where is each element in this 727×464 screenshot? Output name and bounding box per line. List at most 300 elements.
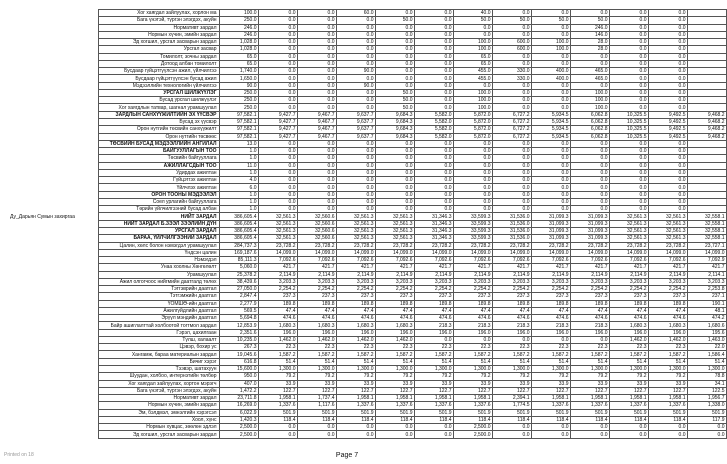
table-row (9, 17, 726, 24)
table-row (9, 249, 726, 256)
row-entity-name (9, 286, 98, 293)
row-month-cell: 1,300.0 (375, 366, 414, 373)
row-month-cell: 0.0 (336, 148, 375, 155)
row-month-cell: 14,099.0 (609, 249, 648, 256)
row-month-cell: 474.6 (492, 315, 531, 322)
row-month-cell: 0.0 (336, 60, 375, 67)
row-month-cell: 0.0 (492, 53, 531, 60)
row-month-cell: 23,728.2 (297, 242, 336, 249)
row-month-cell: 0.0 (297, 82, 336, 89)
row-month-cell: 501.9 (531, 409, 570, 416)
row-month-cell: 0.0 (336, 162, 375, 169)
row-month-cell: 1,300.0 (414, 366, 453, 373)
row-month-cell: 7,092.6 (609, 257, 648, 264)
row-month-cell: 9,637.7 (336, 118, 375, 125)
row-month-cell: 7,092.6 (297, 257, 336, 264)
row-month-cell: 237.3 (648, 293, 687, 300)
row-month-cell: 51.4 (492, 358, 531, 365)
table-row (9, 395, 726, 402)
row-month-cell: 31,536.0 (492, 213, 531, 220)
corner-mark: Printed on 18 (4, 452, 34, 458)
row-label: Бага үнэтэй, түргэн элэгдэх, акуйн (98, 387, 219, 394)
row-month-cell: 31,346.3 (414, 213, 453, 220)
row-month-cell: 2,254.2 (531, 286, 570, 293)
row-month-cell: 421.7 (492, 264, 531, 271)
row-month-cell: 0.0 (297, 191, 336, 198)
row-month-cell: 14,099.0 (336, 249, 375, 256)
row-total-cell: 1.0 (219, 169, 258, 176)
row-month-cell: 1,587.2 (531, 351, 570, 358)
row-month-cell: 0.0 (414, 104, 453, 111)
row-month-cell: 32,561.3 (336, 235, 375, 242)
row-month-cell: 455.0 (453, 68, 492, 75)
row-total-cell: 386,605.4 (219, 227, 258, 234)
row-month-cell: 218.3 (492, 322, 531, 329)
row-month-cell: 32,561.3 (375, 235, 414, 242)
row-month-cell: 0.0 (297, 104, 336, 111)
row-month-cell: 0.0 (258, 10, 297, 17)
row-month-cell: 79.2 (453, 373, 492, 380)
row-month-cell: 22.3 (648, 344, 687, 351)
table-row (9, 198, 726, 205)
row-month-cell: 22.3 (570, 344, 609, 351)
row-month-cell: 0.0 (570, 53, 609, 60)
row-entity-name (9, 104, 98, 111)
row-label: Ажил олгогчоос нийгмийн даатгалд төлөх (98, 278, 219, 285)
row-month-cell: 0.0 (297, 148, 336, 155)
row-month-cell: 474.6 (648, 315, 687, 322)
row-month-cell: 1,337.6 (609, 402, 648, 409)
row-month-cell (687, 97, 726, 104)
row-month-cell: 9,468.2 (687, 126, 726, 133)
row-month-cell: 5,934.5 (531, 126, 570, 133)
row-total-cell: 950.0 (219, 373, 258, 380)
row-month-cell (687, 198, 726, 205)
row-month-cell: 0.0 (258, 184, 297, 191)
row-month-cell: 14,099.0 (687, 249, 726, 256)
row-month-cell: 0.0 (336, 53, 375, 60)
row-month-cell: 0.0 (336, 169, 375, 176)
row-month-cell: 7,092.6 (453, 257, 492, 264)
row-total-cell: 1,028.0 (219, 46, 258, 53)
row-month-cell: 1,680.3 (297, 322, 336, 329)
row-entity-name (9, 39, 98, 46)
table-row (9, 358, 726, 365)
row-month-cell: 5,872.0 (453, 118, 492, 125)
row-month-cell: 0.0 (258, 162, 297, 169)
row-month-cell: 0.0 (492, 31, 531, 38)
row-month-cell: 0.0 (648, 191, 687, 198)
row-month-cell: 1,587.2 (336, 351, 375, 358)
row-month-cell: 23,728.2 (570, 242, 609, 249)
row-month-cell: 118.4 (336, 416, 375, 423)
row-month-cell: 0.0 (648, 198, 687, 205)
row-month-cell: 0.0 (375, 53, 414, 60)
row-month-cell: 23,728.2 (609, 242, 648, 249)
row-month-cell: 0.0 (609, 17, 648, 24)
row-month-cell: 79.2 (336, 373, 375, 380)
row-month-cell: 3,203.3 (414, 278, 453, 285)
row-month-cell: 14,099.0 (375, 249, 414, 256)
table-row (9, 133, 726, 140)
row-month-cell: 0.0 (609, 31, 648, 38)
row-label: Гэрэл, цахилгаан (98, 329, 219, 336)
row-month-cell: 0.0 (609, 140, 648, 147)
row-month-cell: 1,958.1 (375, 395, 414, 402)
row-month-cell: 7,092.6 (531, 257, 570, 264)
row-month-cell: 0.0 (453, 184, 492, 191)
row-month-cell: 79.2 (492, 373, 531, 380)
row-month-cell: 196.0 (414, 329, 453, 336)
row-month-cell: 0.0 (414, 24, 453, 31)
row-month-cell: 117.9 (687, 416, 726, 423)
row-month-cell: 3,203.3 (336, 278, 375, 285)
row-entity-name (9, 206, 98, 213)
table-row (9, 366, 726, 373)
row-month-cell: 196.0 (492, 329, 531, 336)
row-month-cell: 7,092.6 (375, 257, 414, 264)
row-month-cell: 1,300.0 (336, 366, 375, 373)
row-label: Эд хогшил, урсгал засварын зардал (98, 39, 219, 46)
row-month-cell: 0.0 (297, 140, 336, 147)
row-month-cell: 0.0 (375, 424, 414, 431)
row-month-cell: 122.7 (375, 387, 414, 394)
row-month-cell: 218.3 (453, 322, 492, 329)
row-month-cell: 9,468.2 (687, 118, 726, 125)
row-month-cell: 0.0 (336, 46, 375, 53)
table-row (9, 111, 726, 118)
row-month-cell: 31,099.3 (570, 227, 609, 234)
row-month-cell: 23,728.2 (336, 242, 375, 249)
row-month-cell (687, 140, 726, 147)
table-row (9, 431, 726, 438)
row-entity-name (9, 264, 98, 271)
row-label: Шуудан, холбоо, интернэтийн төлбөр (98, 373, 219, 380)
row-total-cell: 97,582.1 (219, 133, 258, 140)
row-entity-name (9, 126, 98, 133)
row-total-cell: 85,111.3 (219, 257, 258, 264)
row-month-cell: 0.0 (453, 155, 492, 162)
row-month-cell: 7,092.6 (336, 257, 375, 264)
row-month-cell: 0.0 (531, 424, 570, 431)
row-entity-name (9, 431, 98, 438)
table-row (9, 344, 726, 351)
row-label: Удирдах ажилтан (98, 169, 219, 176)
row-month-cell: 0.0 (453, 82, 492, 89)
row-month-cell: 9,427.7 (258, 111, 297, 118)
row-month-cell: 600.0 (492, 39, 531, 46)
row-total-cell: 246.0 (219, 24, 258, 31)
row-month-cell: 7,092.6 (570, 257, 609, 264)
row-month-cell: 421.7 (297, 264, 336, 271)
row-month-cell: 31,099.3 (531, 220, 570, 227)
row-month-cell: 0.0 (453, 140, 492, 147)
row-month-cell: 0.0 (531, 177, 570, 184)
row-month-cell: 118.4 (492, 416, 531, 423)
row-month-cell: 0.0 (414, 198, 453, 205)
row-month-cell: 2,254.2 (258, 286, 297, 293)
row-month-cell: 0.0 (492, 336, 531, 343)
row-total-cell: 1.0 (219, 148, 258, 155)
row-month-cell: 47.4 (531, 307, 570, 314)
row-month-cell: 0.0 (570, 162, 609, 169)
row-month-cell: 0.0 (609, 169, 648, 176)
row-month-cell: 33,599.3 (453, 220, 492, 227)
row-total-cell: 1.0 (219, 198, 258, 205)
row-month-cell: 51.4 (531, 358, 570, 365)
row-total-cell: 27,050.0 (219, 286, 258, 293)
row-entity-name (9, 322, 98, 329)
row-total-cell: 1,420.3 (219, 416, 258, 423)
row-month-cell: 9,467.7 (297, 111, 336, 118)
row-month-cell: 33.9 (258, 380, 297, 387)
row-month-cell: 196.0 (609, 329, 648, 336)
row-month-cell: 189.8 (492, 300, 531, 307)
row-month-cell (687, 24, 726, 31)
row-month-cell: 0.0 (414, 336, 453, 343)
row-month-cell: 22.3 (609, 344, 648, 351)
row-month-cell: 33,599.3 (453, 213, 492, 220)
row-month-cell: 0.0 (648, 10, 687, 17)
row-month-cell: 0.0 (375, 198, 414, 205)
row-month-cell: 51.4 (687, 358, 726, 365)
row-month-cell: 237.3 (570, 293, 609, 300)
row-month-cell: 0.0 (648, 60, 687, 67)
row-month-cell: 0.0 (453, 169, 492, 176)
row-entity-name (9, 227, 98, 234)
row-month-cell: 501.9 (570, 409, 609, 416)
row-month-cell: 0.0 (297, 206, 336, 213)
row-entity-name (9, 271, 98, 278)
row-month-cell: 28.0 (570, 46, 609, 53)
table-row (9, 300, 726, 307)
row-month-cell: 0.0 (648, 46, 687, 53)
row-total-cell: 1.0 (219, 206, 258, 213)
table-row (9, 126, 726, 133)
row-month-cell: 0.0 (609, 24, 648, 31)
row-month-cell: 33.9 (609, 380, 648, 387)
row-month-cell: 189.8 (258, 300, 297, 307)
row-month-cell: 0.0 (414, 75, 453, 82)
row-month-cell: 118.4 (258, 416, 297, 423)
row-label: Байр ашиглалттай холбоотой тогтмол зардал (98, 322, 219, 329)
row-label: Эрүүл мэндийн даатгал (98, 315, 219, 322)
row-month-cell: 474.6 (453, 315, 492, 322)
table-row (9, 409, 726, 416)
table-row (9, 380, 726, 387)
row-month-cell: 51.4 (453, 358, 492, 365)
row-month-cell: 118.4 (648, 416, 687, 423)
row-month-cell: 246.0 (570, 24, 609, 31)
row-month-cell (687, 148, 726, 155)
row-month-cell: 1,300.0 (687, 366, 726, 373)
row-month-cell: 474.6 (609, 315, 648, 322)
row-entity-name (9, 416, 98, 423)
row-month-cell: 0.0 (492, 155, 531, 162)
row-month-cell: 60.0 (336, 10, 375, 17)
table-row (9, 24, 726, 31)
row-month-cell: 196.0 (297, 329, 336, 336)
row-month-cell: 1,958.1 (609, 395, 648, 402)
row-month-cell: 0.0 (375, 184, 414, 191)
row-month-cell: 190.1 (687, 300, 726, 307)
table-row (9, 10, 726, 17)
row-month-cell: 32,560.6 (297, 235, 336, 242)
row-month-cell: 23,728.2 (453, 242, 492, 249)
row-month-cell: 1,338.0 (687, 402, 726, 409)
row-label: Бусдаар гүйцэтгүүлсэн бусад ажил (98, 75, 219, 82)
row-month-cell: 2,254.2 (609, 286, 648, 293)
row-entity-name (9, 395, 98, 402)
row-month-cell: 1,462.0 (258, 336, 297, 343)
row-month-cell: 237.3 (258, 293, 297, 300)
row-month-cell: 0.0 (297, 431, 336, 438)
row-total-cell: 250.0 (219, 104, 258, 111)
row-month-cell: 100.0 (453, 39, 492, 46)
row-month-cell: 23,728.2 (648, 242, 687, 249)
row-month-cell: 421.7 (375, 264, 414, 271)
row-month-cell: 0.0 (648, 31, 687, 38)
row-month-cell: 0.0 (414, 39, 453, 46)
row-label: Бусдаар гүйцэтгүүлсэн ажил, үйлчилгээ (98, 68, 219, 75)
row-month-cell: 1,587.2 (414, 351, 453, 358)
row-month-cell: 1,337.6 (531, 402, 570, 409)
row-month-cell: 3,203.3 (687, 278, 726, 285)
row-month-cell: 0.0 (297, 17, 336, 24)
row-month-cell: 0.0 (414, 191, 453, 198)
row-month-cell: 90.0 (336, 68, 375, 75)
row-month-cell: 5,582.0 (414, 126, 453, 133)
row-month-cell: 421.7 (453, 264, 492, 271)
row-entity-name (9, 198, 98, 205)
row-month-cell: 2,253.8 (687, 286, 726, 293)
row-month-cell: 32,561.3 (258, 235, 297, 242)
row-month-cell: 48.1 (687, 307, 726, 314)
row-entity-name (9, 24, 98, 31)
row-month-cell: 51.4 (570, 358, 609, 365)
row-month-cell: 7,092.6 (258, 257, 297, 264)
row-month-cell: 32,561.3 (258, 213, 297, 220)
row-month-cell: 0.0 (297, 46, 336, 53)
row-month-cell: 0.0 (492, 104, 531, 111)
row-month-cell: 421.7 (531, 264, 570, 271)
row-label: Орон нутгийн төсвөөс (98, 133, 219, 140)
row-month-cell: 0.0 (414, 206, 453, 213)
row-month-cell: 2,254.2 (570, 286, 609, 293)
row-month-cell: 9,684.3 (375, 133, 414, 140)
row-month-cell: 0.0 (297, 162, 336, 169)
row-label: Хог хаягдал зайлуулах, хорлон ма (98, 10, 219, 17)
row-month-cell: 0.0 (609, 424, 648, 431)
row-month-cell: 0.0 (258, 169, 297, 176)
row-month-cell: 1,587.2 (375, 351, 414, 358)
row-month-cell: 189.8 (609, 300, 648, 307)
row-total-cell: 12,853.9 (219, 322, 258, 329)
row-entity-name (9, 315, 98, 322)
row-month-cell: 51.4 (609, 358, 648, 365)
row-month-cell: 1,337.6 (375, 402, 414, 409)
row-total-cell: 4.0 (219, 177, 258, 184)
row-month-cell: 0.0 (336, 177, 375, 184)
row-total-cell: 2,351.6 (219, 329, 258, 336)
row-entity-name (9, 97, 98, 104)
row-entity-name (9, 380, 98, 387)
row-month-cell: 0.0 (570, 155, 609, 162)
row-month-cell: 0.0 (375, 68, 414, 75)
row-month-cell: 0.0 (297, 169, 336, 176)
row-month-cell: 47.4 (336, 307, 375, 314)
row-entity-name (9, 82, 98, 89)
row-month-cell: 23,727.1 (687, 242, 726, 249)
row-month-cell: 65.0 (453, 60, 492, 67)
row-month-cell: 0.0 (648, 68, 687, 75)
row-total-cell: 250.0 (219, 17, 258, 24)
row-total-cell: 16,269.0 (219, 402, 258, 409)
row-month-cell: 1,462.0 (648, 336, 687, 343)
row-month-cell: 237.3 (414, 293, 453, 300)
row-month-cell: 51.4 (414, 358, 453, 365)
row-month-cell: 7,092.6 (648, 257, 687, 264)
row-month-cell: 189.8 (336, 300, 375, 307)
row-month-cell: 51.4 (297, 358, 336, 365)
row-month-cell: 1,300.0 (453, 366, 492, 373)
row-month-cell: 1,958.1 (453, 395, 492, 402)
row-month-cell: 122.7 (648, 387, 687, 394)
row-month-cell: 2,114.9 (297, 271, 336, 278)
row-month-cell: 474.6 (375, 315, 414, 322)
row-month-cell: 237.3 (531, 293, 570, 300)
row-month-cell: 10,325.5 (609, 111, 648, 118)
row-month-cell: 0.0 (258, 206, 297, 213)
row-month-cell: 0.0 (687, 431, 726, 438)
row-month-cell: 0.0 (531, 155, 570, 162)
row-total-cell: 25,378.2 (219, 271, 258, 278)
row-month-cell: 31,099.3 (570, 235, 609, 242)
row-label: Нормын хүчин, эмийн зардал (98, 402, 219, 409)
row-month-cell: 0.0 (492, 184, 531, 191)
row-label: Тэтгэврийн даатгал (98, 286, 219, 293)
row-month-cell: 90.0 (336, 82, 375, 89)
row-month-cell: 33.9 (375, 380, 414, 387)
row-month-cell: 189.8 (414, 300, 453, 307)
row-month-cell: 6,727.2 (492, 111, 531, 118)
row-month-cell: 0.0 (258, 191, 297, 198)
row-month-cell: 0.0 (375, 155, 414, 162)
row-month-cell: 0.0 (336, 24, 375, 31)
row-month-cell: 0.0 (297, 184, 336, 191)
row-month-cell: 1,337.6 (648, 402, 687, 409)
row-label: Соел урлагийн байгууллага (98, 198, 219, 205)
row-month-cell: 3,203.3 (570, 278, 609, 285)
row-label: Үйлчлэх ажилтан (98, 184, 219, 191)
row-month-cell: 0.0 (297, 75, 336, 82)
row-month-cell: 0.0 (297, 68, 336, 75)
row-label: НИЙТ ЗАРДАЛ (98, 213, 219, 220)
row-month-cell: 196.0 (258, 329, 297, 336)
row-month-cell: 196.0 (648, 329, 687, 336)
row-month-cell: 33,599.3 (453, 227, 492, 234)
row-month-cell: 100.0 (531, 46, 570, 53)
row-month-cell: 0.0 (453, 191, 492, 198)
row-month-cell: 0.0 (531, 104, 570, 111)
budget-table-sheet (9, 9, 725, 439)
row-total-cell: 2,277.9 (219, 300, 258, 307)
row-month-cell: 2,114.9 (570, 271, 609, 278)
row-total-cell: 1.0 (219, 155, 258, 162)
row-month-cell: 1,300.0 (258, 366, 297, 373)
row-month-cell: 1,958.1 (414, 395, 453, 402)
row-month-cell: 0.0 (531, 198, 570, 205)
